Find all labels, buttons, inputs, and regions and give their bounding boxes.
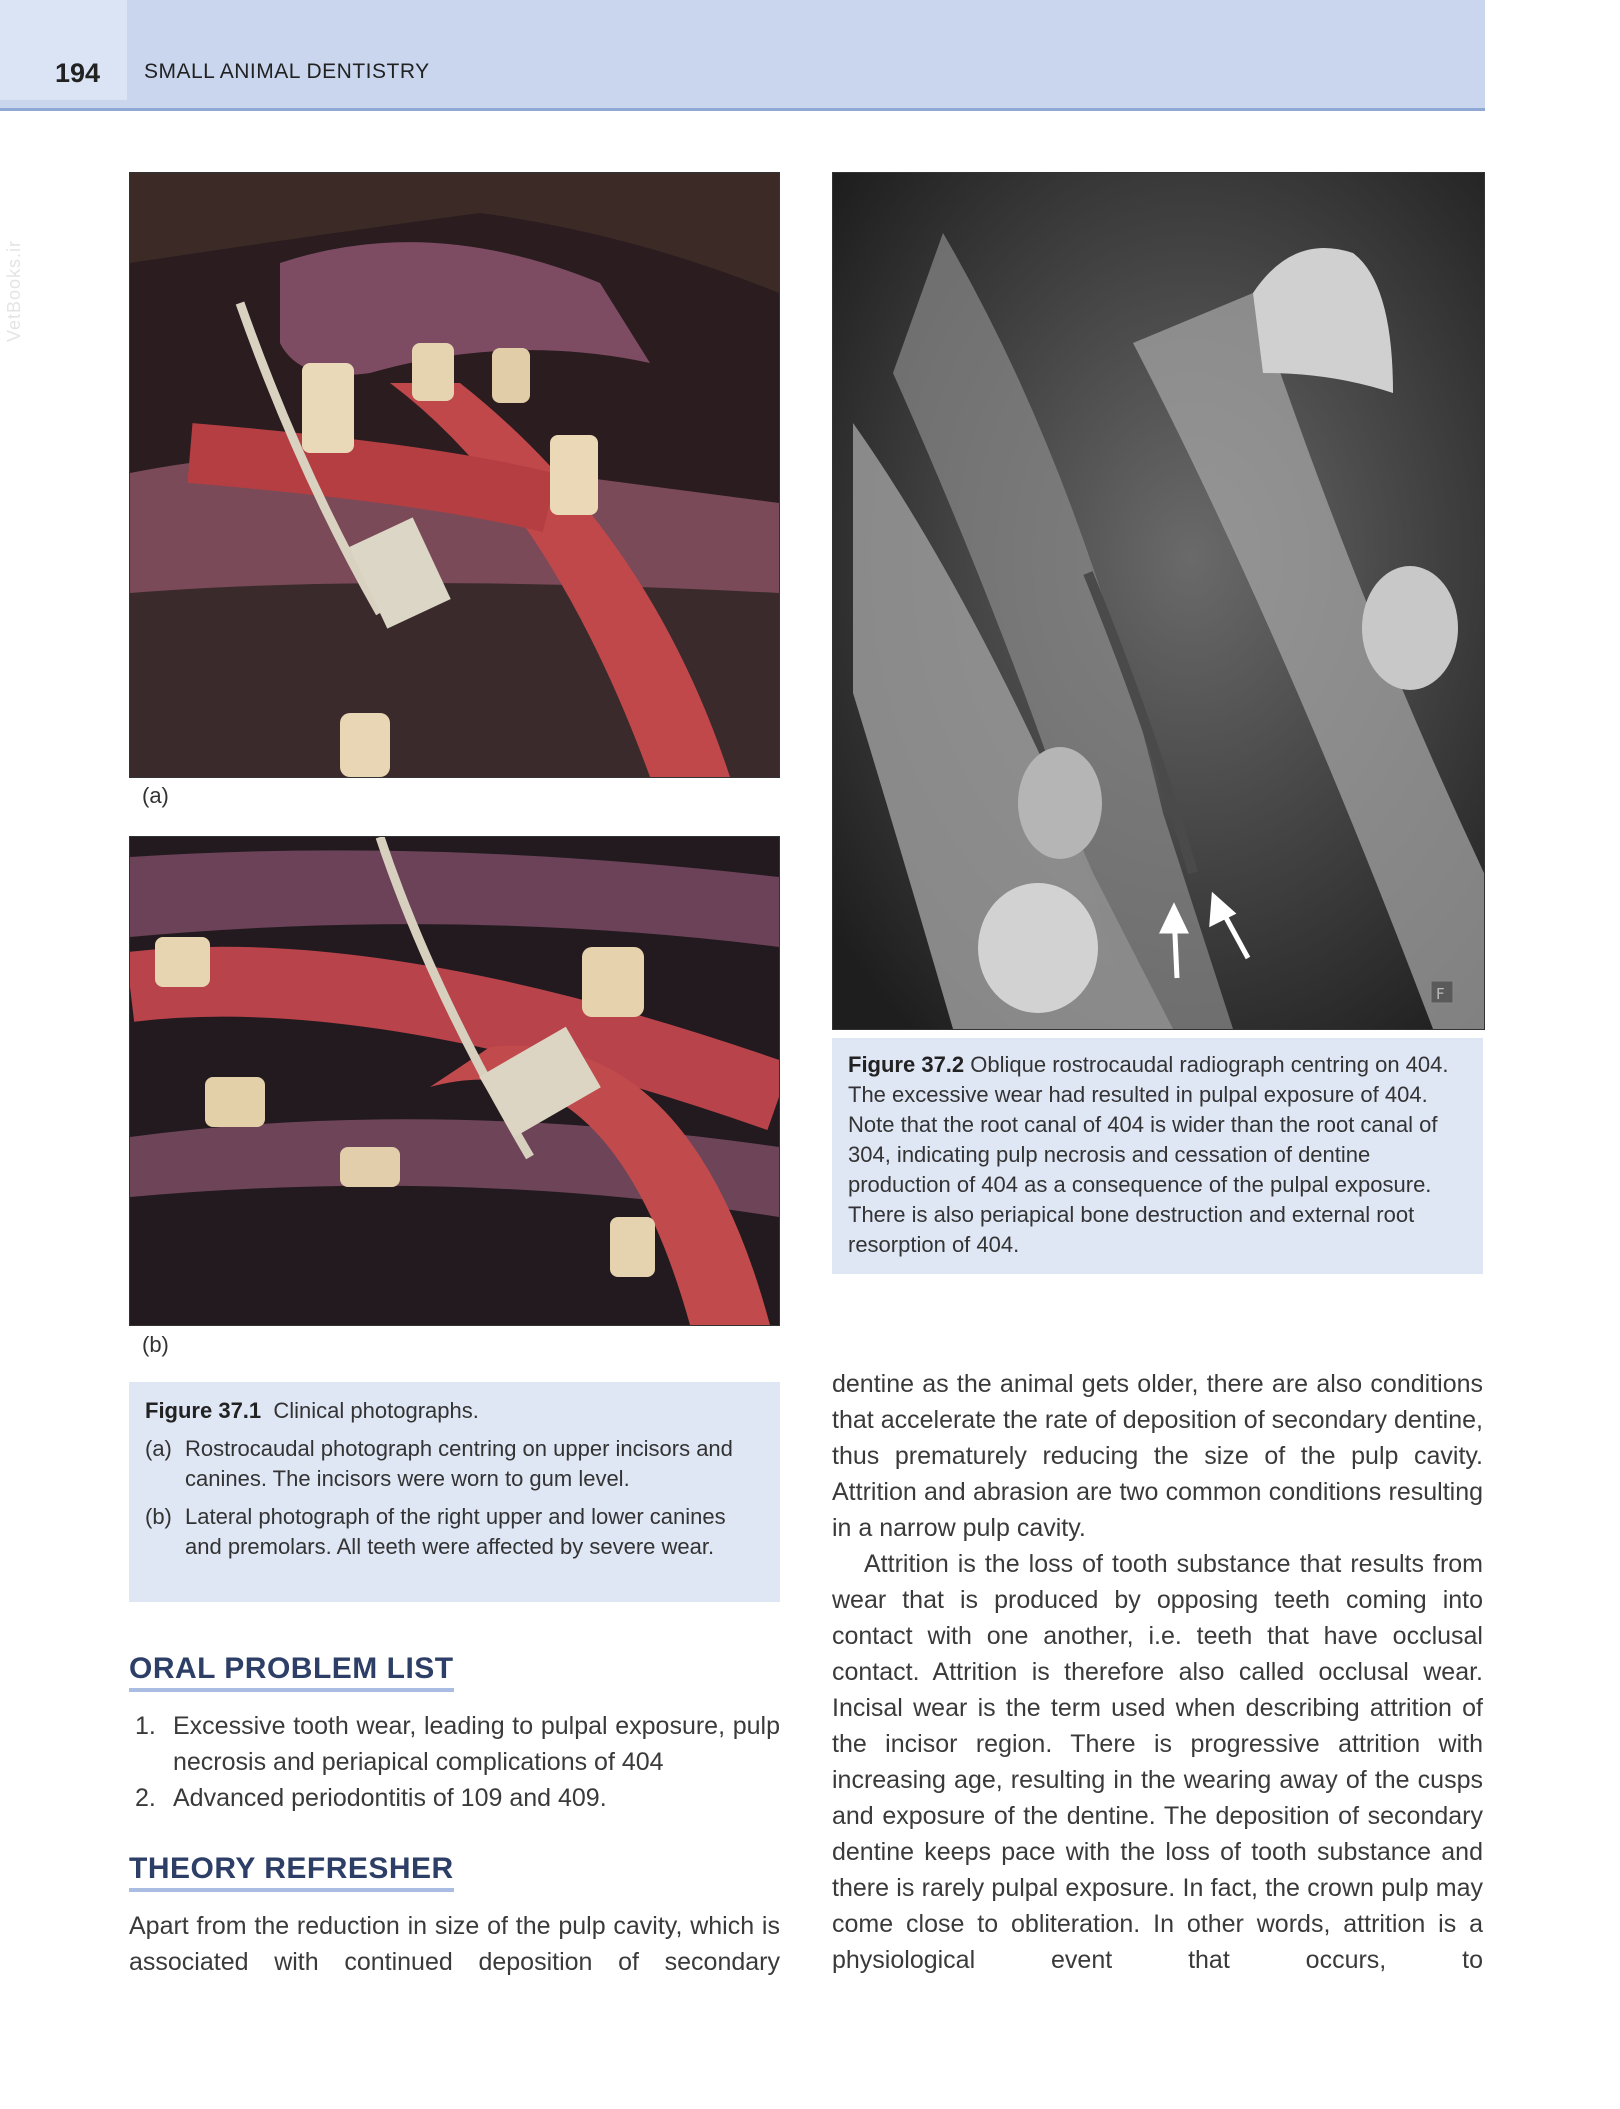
paragraph-text: Attrition is the loss of tooth substance that results from wear that is produced by opposing teeth coming into contact with one another, i.e. teeth that have occlusal contact. Attrition is therefore also called occlusal wear. Incisal wear is the term used when describing attrition of the incisor region. There is progressive attrition with increasing age, resulting in the wearing away of the cusps and exposure of the dentine. The deposition of secondary dentine keeps pace with the loss of tooth substance and there is rarely pulpal exposure. In fact, the crown pulp may come close to obliteration. In other words, attrition is a physiological event that occurs, to	[832, 1550, 1483, 1974]
page-number: 194	[55, 58, 101, 88]
list-item-number: 1.	[135, 1712, 156, 1740]
figure-37-1-caption-item	[145, 1502, 762, 1562]
figure-37-1-caption	[129, 1382, 780, 1602]
figure-37-1a-label: (a)	[142, 783, 169, 808]
figure-37-1-caption-heading	[145, 1396, 762, 1426]
paragraph-text: Apart from the reduction in size of the pulp cavity, which is associated with continued deposition of secondary	[129, 1912, 780, 1976]
list-item	[129, 1780, 780, 1816]
caption-item-text: Rostrocaudal photograph centring on upper incisors and canines. The incisors were worn to gum level.	[185, 1436, 733, 1491]
caption-item-label: (b)	[145, 1504, 172, 1529]
theory-refresher-right-column	[832, 1366, 1483, 1978]
theory-refresher-paragraph-left	[129, 1908, 780, 1980]
figure-37-1-caption-item	[145, 1434, 762, 1494]
list-item	[129, 1708, 780, 1780]
watermark: VetBooks.ir	[4, 240, 24, 343]
running-title: SMALL ANIMAL DENTISTRY	[144, 60, 430, 83]
figure-37-1-caption-title: Figure 37.1	[145, 1398, 262, 1423]
list-item-text: Excessive tooth wear, leading to pulpal exposure, pulp necrosis and periapical complications of 404	[173, 1712, 780, 1776]
figure-37-1b-label: (b)	[142, 1332, 169, 1357]
oral-problem-list-heading: ORAL PROBLEM LIST	[129, 1652, 454, 1692]
caption-item-text: Lateral photograph of the right upper and lower canines and premolars. All teeth were affected by severe wear.	[185, 1504, 726, 1559]
figure-37-2-radiograph	[832, 172, 1485, 1030]
radiograph-marker: F	[1436, 985, 1445, 1003]
list-item-text: Advanced periodontitis of 109 and 409.	[173, 1784, 607, 1812]
paragraph-text: dentine as the animal gets older, there are also conditions that accelerate the rate of deposition of secondary dentine, thus prematurely reducing the size of the pulp cavity. Attrition and abrasion are two common conditions resulting in a narrow pulp cavity.	[832, 1370, 1483, 1542]
figure-37-1-caption-text: Clinical photographs.	[273, 1398, 479, 1423]
figure-37-1a-photo	[129, 172, 780, 778]
figure-37-2-caption-title: Figure 37.2	[848, 1052, 965, 1077]
list-item-number: 2.	[135, 1784, 156, 1812]
caption-item-label: (a)	[145, 1436, 172, 1461]
oral-problem-list	[129, 1708, 780, 1816]
figure-37-2-caption-text: Oblique rostrocaudal radiograph centring on 404. The excessive wear had resulted in pulpal exposure of 404. Note that the root canal of 404 is wider than the root canal of 304, indicating pulp necrosis and cessation of dentine production of 404 as a consequence of the pulpal exposure. There is also periapical bone destruction and external root resorption of 404.	[848, 1052, 1449, 1257]
theory-refresher-heading: THEORY REFRESHER	[129, 1852, 454, 1892]
running-header	[0, 0, 1485, 111]
figure-37-1b-photo	[129, 836, 780, 1326]
figure-37-2-caption	[832, 1038, 1483, 1274]
